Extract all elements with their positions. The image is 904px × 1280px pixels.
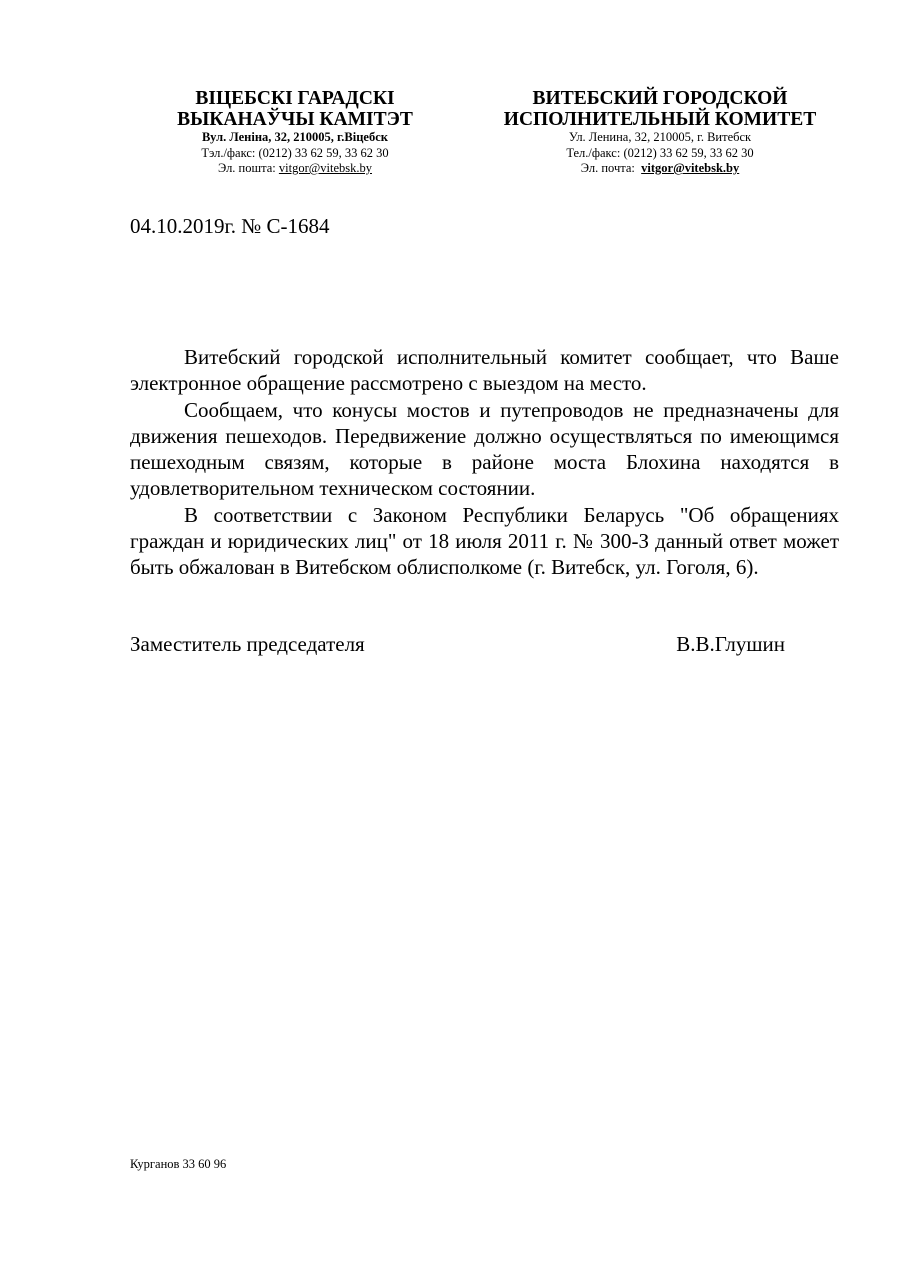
signatory-position: Заместитель председателя: [130, 632, 365, 656]
email-link[interactable]: vitgor@vitebsk.by: [641, 161, 740, 175]
signatory-name: В.В.Глушин: [676, 632, 785, 656]
email-link[interactable]: vitgor@vitebsk.by: [278, 161, 372, 175]
paragraph: Витебский городской исполнительный комитет сообщает, что Ваше электронное обращение рассмотрено с выездом на место.: [130, 345, 839, 396]
paragraph: Сообщаем, что конусы мостов и путепроводов не предназначены для движения пешеходов. Передвижение должно осуществляться по имеющимся пешеходным связям, которые в районе моста Блохина находятся в удовлетворительном техническом состоянии.: [130, 397, 839, 501]
org-title-line2: ВЫКАНАЎЧЫ КАМІТЭТ: [177, 109, 413, 130]
org-address: Ул. Ленина, 32, 210005, г. Витебск: [568, 130, 752, 144]
signature-block: [130, 632, 785, 657]
org-phone: Тэл./факс: (0212) 33 62 59, 33 62 30: [201, 145, 389, 160]
executor-note: Курганов 33 60 96: [130, 1157, 227, 1171]
org-address: Вул. Леніна, 32, 210005, г.Віцебск: [202, 130, 388, 144]
document-reference: 04.10.2019г. № С-1684: [130, 214, 330, 238]
org-title-line1: ВІЦЕБСКІ ГАРАДСКІ: [195, 88, 395, 109]
org-email-line: [150, 161, 440, 177]
org-email-line: [485, 161, 835, 177]
email-label: Эл. почта:: [580, 161, 642, 175]
header-russian: [485, 88, 835, 177]
org-title-line2: ИСПОЛНИТЕЛЬНЫЙ КОМИТЕТ: [503, 109, 817, 130]
letter-body: [130, 344, 839, 581]
paragraph: В соответствии с Законом Республики Беларусь "Об обращениях граждан и юридических лиц" от 18 июля 2011 г. № 300-З данный ответ может быть обжалован в Витебском облисполкоме (г. Витебск, ул. Гоголя, 6).: [130, 502, 839, 580]
email-label: Эл. пошта:: [217, 161, 279, 175]
org-phone: Тел./факс: (0212) 33 62 59, 33 62 30: [566, 145, 754, 160]
header-belarusian: [150, 88, 440, 177]
org-title-line1: ВИТЕБСКИЙ ГОРОДСКОЙ: [532, 88, 788, 109]
